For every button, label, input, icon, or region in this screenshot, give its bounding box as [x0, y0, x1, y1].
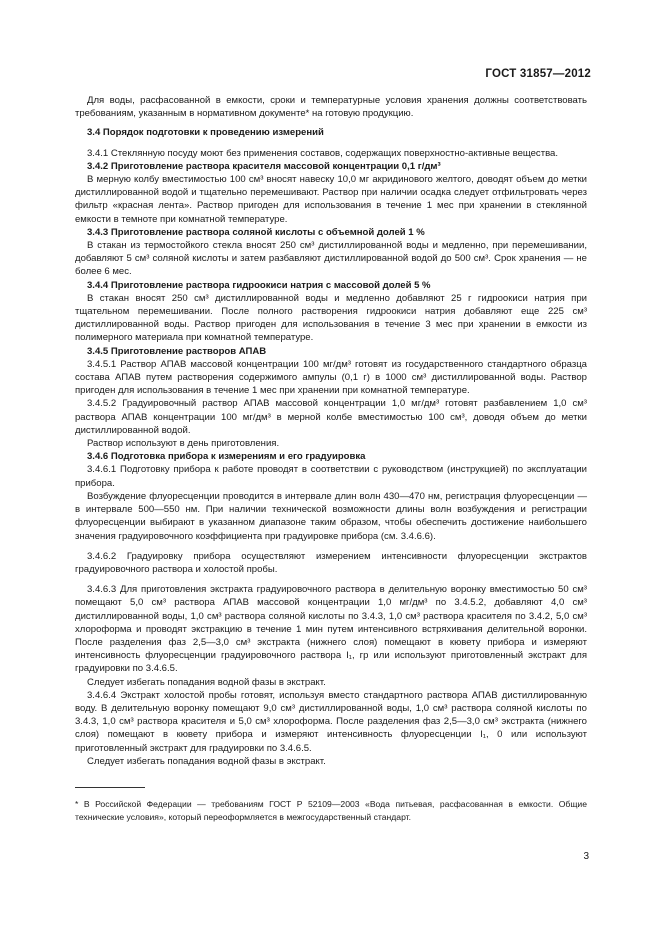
section-heading: 3.4 Порядок подготовки к проведению измерений: [87, 127, 324, 139]
paragraph: В стакан из термостойкого стекла вносят 250 см³ дистиллированной воды и медленно, при перемешивании, добавляют 5 см³ соляной кислоты и затем разбавляют дистиллированной водой до 500 см³. Срок хранения — не более 6 мес.: [75, 240, 587, 278]
paragraph: В стакан вносят 250 см³ дистиллированной воды и медленно добавляют 25 г гидроокиси натрия при тщательном перемешивании. После полного растворения гидроокиси натрия добавляют еще 225 см³ дистиллированной воды. Раствор пригоден для использования в течение 3 мес при хранении в емкости из полимерного материала при комнатной температуре.: [75, 292, 587, 344]
footnote-separator: [75, 787, 145, 788]
section-heading: 3.4.2 Приготовление раствора красителя массовой концентрации 0,1 г/дм³: [87, 160, 441, 172]
document-header: ГОСТ 31857—2012: [485, 68, 591, 80]
paragraph: 3.4.6.4 Экстракт холостой пробы готовят, используя вместо стандартного раствора АПАВ дистиллированную воду. В делительную воронку помещают 9,0 см³ дистиллированной воды, 1,0 см³ раствора соляной кислоты по 3.4.3, 1,0 см³ раствора красителя и 5,0 см³ хлороформа. После разделения фаз 2,5—3,0 см³ экстракта (нижнего слоя) помещают в кювету прибора и измеряют интенсивность флуоресценции I₁, 0 или используют приготовленный экстракт для градуировки по 3.4.6.5.: [75, 689, 587, 754]
footnote: * В Российской Федерации — требованиям ГОСТ Р 52109—2003 «Вода питьевая, расфасованная в емкости. Общие технические условия», который переоформляется в межгосударственный стандарт.: [75, 799, 587, 822]
section-heading: 3.4.3 Приготовление раствора соляной кислоты с объемной долей 1 %: [87, 226, 425, 238]
section-heading: 3.4.4 Приготовление раствора гидроокиси натрия с массовой долей 5 %: [87, 279, 431, 291]
paragraph: Для воды, расфасованной в емкости, сроки и температурные условия хранения должны соответствовать требованиям, указанным в нормативном документе* на готовую продукцию.: [75, 95, 587, 120]
paragraph: Следует избегать попадания водной фазы в экстракт.: [87, 755, 326, 767]
paragraph: 3.4.1 Стеклянную посуду моют без применения составов, содержащих поверхностно-активные вещества.: [87, 147, 559, 159]
paragraph: В мерную колбу вместимостью 100 см³ вносят навеску 10,0 мг акридинового желтого, доводят объем до метки дистиллированной водой и тщательно перемешивают. Раствор при наличии осадка следует отфильтровать через фильтр «красная лента». Раствор пригоден для использования в течение 1 мес при хранении в стеклянной емкости в темноте при комнатной температуре.: [75, 174, 587, 225]
paragraph: 3.4.6.1 Подготовку прибора к работе проводят в соответствии с руководством (инструкцией) по эксплуатации прибора.: [75, 464, 587, 489]
page-number: 3: [583, 851, 589, 862]
section-heading: 3.4.5 Приготовление растворов АПАВ: [87, 345, 267, 357]
paragraph: 3.4.6.2 Градуировку прибора осуществляют измерением интенсивности флуоресценции экстрактов градуировочного раствора и холостой пробы.: [75, 550, 587, 575]
section-heading: 3.4.6 Подготовка прибора к измерениям и его градуировка: [87, 451, 366, 463]
paragraph: 3.4.6.3 Для приготовления экстракта градуировочного раствора в делительную воронку вместимостью 50 см³ помещают 5,0 см³ раствора АПАВ массовой концентрации 1,0 мг/дм³ по 3.4.5.2, добавляют 4,0 см³ дистиллированной воды, 1,0 см³ раствора соляной кислоты по 3.4.3, 1,0 см³ раствора красителя по 3.4.2, 5,0 см³ хлороформа и проводят экстракцию в течение 1 мин путем интенсивного встряхивания делительной воронки. После разделения фаз 2,5—3,0 см³ экстракта (нижнего слоя) помещают в кювету прибора и измеряют интенсивность флуоресценции градуировочного раствора I₁, гр или используют приготовленный экстракт для градуировки по 3.4.6.5.: [75, 584, 587, 675]
paragraph: 3.4.5.1 Раствор АПАВ массовой концентрации 100 мг/дм³ готовят из государственного стандартного образца состава АПАВ путем растворения содержимого ампулы (0,1 г) в 1000 см³ дистиллированной воды. Раствор пригоден для использования в течение 1 мес при хранении при комнатной температуре.: [75, 358, 587, 397]
paragraph: Раствор используют в день приготовления.: [87, 438, 280, 450]
paragraph: Следует избегать попадания водной фазы в экстракт.: [87, 676, 326, 688]
paragraph: Возбуждение флуоресценции проводится в интервале длин волн 430—470 нм, регистрация флуоресценции — в интервале 500—550 нм. При наличии технической возможности длины волн возбуждения и регистрации флуоресценции выбирают в указанном диапазоне таким образом, чтобы обеспечить достижение наибольшего значения градуировочного коэффициента при градуировке прибора (см. 3.4.6.6).: [75, 490, 587, 542]
document-body: [75, 94, 587, 768]
paragraph: 3.4.5.2 Градуировочный раствор АПАВ массовой концентрации 1,0 мг/дм³ готовят разбавлением 1,0 см³ раствора АПАВ концентрации 100 мг/дм³ в мерной колбе вместимостью 100 см³, доводя объем до метки дистиллированной водой.: [75, 398, 587, 436]
